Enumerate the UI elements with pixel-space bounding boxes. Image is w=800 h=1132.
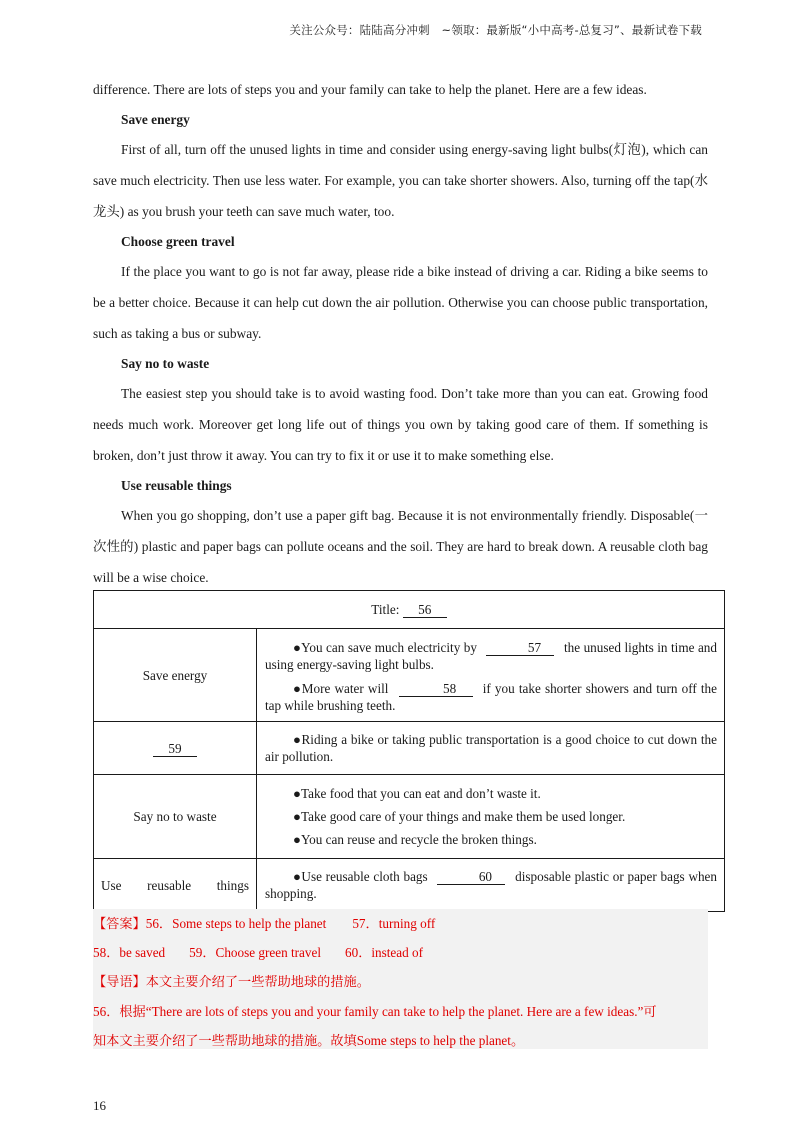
blank-57[interactable]: 57 bbox=[486, 640, 554, 656]
answer-line-2: 58．be saved 59．Choose green travel 60．instead of bbox=[93, 945, 424, 960]
bullet-60: ●Use reusable cloth bags 60 disposable plastic or paper bags when shopping. bbox=[265, 869, 718, 901]
answer-explanation-2: 知本文主要介绍了一些帮助地球的措施。故填Some steps to help the planet。 bbox=[93, 1033, 525, 1048]
section-heading-no-waste: Say no to waste bbox=[121, 356, 210, 371]
answer-line-1: 【答案】56．Some steps to help the planet 57．turning off bbox=[93, 916, 436, 931]
bullet-57: ●You can save much electricity by 57 the unused lights in time and using energy-saving light bulbs. bbox=[265, 639, 717, 672]
answer-block bbox=[93, 909, 708, 1049]
section-paragraph-green-travel: If the place you want to go is not far away, please ride a bike instead of driving a car. Riding a bike seems to be a better choice. Because it can help cut down the air pollution. Otherwise you can choose public transportation, such as taking a bus or subway. bbox=[93, 264, 708, 341]
row-content-save-energy bbox=[257, 629, 725, 722]
answer-explanation-1: 56．根据“There are lots of steps you and your family can take to help the planet. Here are a few ideas.”可 bbox=[93, 1004, 657, 1019]
bullet-riding: ●Riding a bike or taking public transportation is a good choice to cut down the air pollution. bbox=[265, 732, 717, 764]
row-content-reusable bbox=[257, 859, 725, 912]
blank-60[interactable]: 60 bbox=[437, 869, 505, 885]
bullet-58: ●More water will 58 if you take shorter showers and turn off the tap while brushing teeth. bbox=[265, 680, 717, 713]
bullet-reuse: ●You can reuse and recycle the broken things. bbox=[293, 832, 537, 847]
row-content-green-travel bbox=[257, 722, 725, 775]
bullet-take-food: ●Take food that you can eat and don’t waste it. bbox=[293, 786, 541, 801]
page-number: 16 bbox=[93, 1098, 106, 1113]
table-title-cell bbox=[94, 591, 725, 629]
blank-59[interactable]: 59 bbox=[153, 741, 197, 757]
row-label-reusable: Use reusable things bbox=[94, 859, 257, 912]
bullet-good-care: ●Take good care of your things and make them be used longer. bbox=[293, 809, 626, 824]
intro-paragraph: difference. There are lots of steps you and your family can take to help the planet. Here are a few ideas. bbox=[93, 82, 647, 97]
answer-guide: 【导语】本文主要介绍了一些帮助地球的措施。 bbox=[93, 974, 370, 989]
summary-table bbox=[93, 590, 725, 912]
blank-56[interactable]: 56 bbox=[403, 602, 447, 618]
section-paragraph-no-waste: The easiest step you should take is to avoid wasting food. Don’t take more than you can eat. Growing food needs much work. Moreover get long life out of things you own by taking good care of them. If something is broken, don’t just throw it away. You can try to fix it or use it to make something else. bbox=[93, 386, 708, 463]
row-content-no-waste bbox=[257, 775, 725, 859]
table-title-label: Title: bbox=[371, 602, 400, 617]
page-header: 关注公众号：陆陆高分冲刺 ~领取：最新版“小中高考-总复习”、最新试卷下载 bbox=[289, 23, 702, 37]
row-label-no-waste: Say no to waste bbox=[94, 775, 257, 859]
row-label-59 bbox=[94, 722, 257, 775]
section-paragraph-save-energy: First of all, turn off the unused lights in time and consider using energy-saving light bulbs(灯泡), which can save much electricity. Then use less water. For example, you can take shorter showers. Also, turning off the tap(水龙头) as you brush your teeth can save much water, too. bbox=[93, 142, 708, 219]
section-heading-save-energy: Save energy bbox=[121, 112, 190, 127]
passage bbox=[93, 74, 708, 593]
row-label-save-energy: Save energy bbox=[94, 629, 257, 722]
section-heading-reusable: Use reusable things bbox=[121, 478, 232, 493]
blank-58[interactable]: 58 bbox=[399, 681, 473, 697]
section-paragraph-reusable: When you go shopping, don’t use a paper gift bag. Because it is not environmentally friendly. Disposable(一次性的) plastic and paper bags can pollute oceans and the soil. They are hard to break down. A reusable cloth bag will be a wise choice. bbox=[93, 508, 708, 585]
section-heading-green-travel: Choose green travel bbox=[121, 234, 235, 249]
